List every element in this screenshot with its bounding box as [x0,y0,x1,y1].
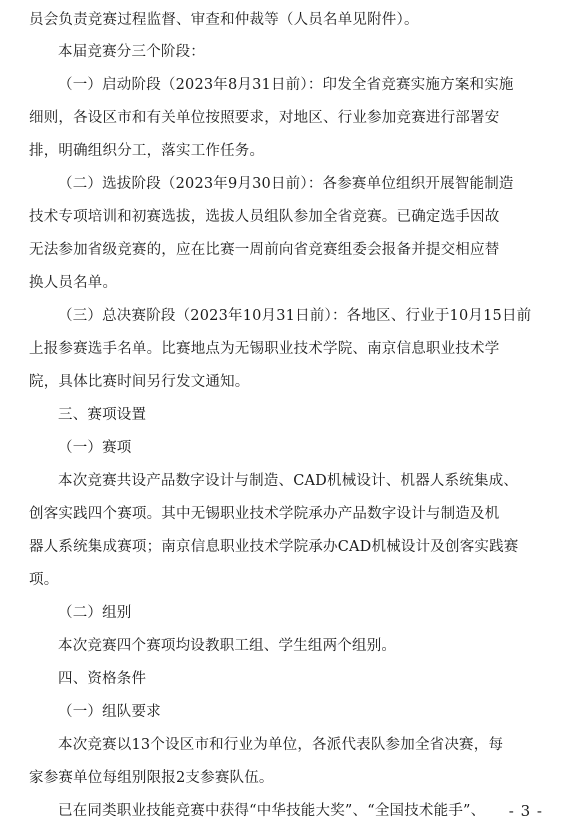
text-line: 本次竞赛共设产品数字设计与制造、CAD机械设计、机器人系统集成、 [58,473,519,489]
text-line: 院，具体比赛时间另行发文通知。 [29,374,250,390]
text-line: 已在同类职业技能竞赛中获得“中华技能大奖”、“全国技术能手”、 [58,803,486,819]
text-line: 排，明确组织分工，落实工作任务。 [29,143,265,159]
text-line: 本次竞赛四个赛项均设教职工组、学生组两个组别。 [58,638,397,654]
subsection-heading: （二）组别 [58,605,132,621]
section-heading: 三、赛项设置 [58,407,147,423]
page-number: - 3 - [508,802,543,820]
text-line: 本届竞赛分三个阶段： [58,44,205,60]
text-line: 无法参加省级竞赛的，应在比赛一周前向省竞赛组委会报备并提交相应替 [29,242,500,258]
text-line: 技术专项培训和初赛选拔，选拔人员组队参加全省竞赛。已确定选手因故 [29,209,500,225]
text-line: （一）启动阶段（2023年8月31日前）：印发全省竞赛实施方案和实施 [58,77,514,93]
text-line: 本次竞赛以13个设区市和行业为单位，各派代表队参加全省决赛，每 [58,737,504,753]
text-line: 项。 [29,572,59,588]
subsection-heading: （一）组队要求 [58,704,161,720]
text-line: 创客实践四个赛项。其中无锡职业技术学院承办产品数字设计与制造及机 [29,506,500,522]
text-line: 上报参赛选手名单。比赛地点为无锡职业技术学院、南京信息职业技术学 [29,341,500,357]
section-heading: 四、资格条件 [58,671,147,687]
text-line: 员会负责竞赛过程监督、审查和仲裁等（人员名单见附件）。 [29,12,419,28]
text-line: （三）总决赛阶段（2023年10月31日前）：各地区、行业于10月15日前 [58,308,532,324]
text-line: 换人员名单。 [29,275,118,291]
text-line: （二）选拔阶段（2023年9月30日前）：各参赛单位组织开展智能制造 [58,176,514,192]
subsection-heading: （一）赛项 [58,440,132,456]
text-line: 器人系统集成赛项；南京信息职业技术学院承办CAD机械设计及创客实践赛 [29,539,519,555]
text-line: 家参赛单位每组别限报2支参赛队伍。 [29,770,274,786]
text-line: 细则，各设区市和有关单位按照要求，对地区、行业参加竞赛进行部署安 [29,110,500,126]
